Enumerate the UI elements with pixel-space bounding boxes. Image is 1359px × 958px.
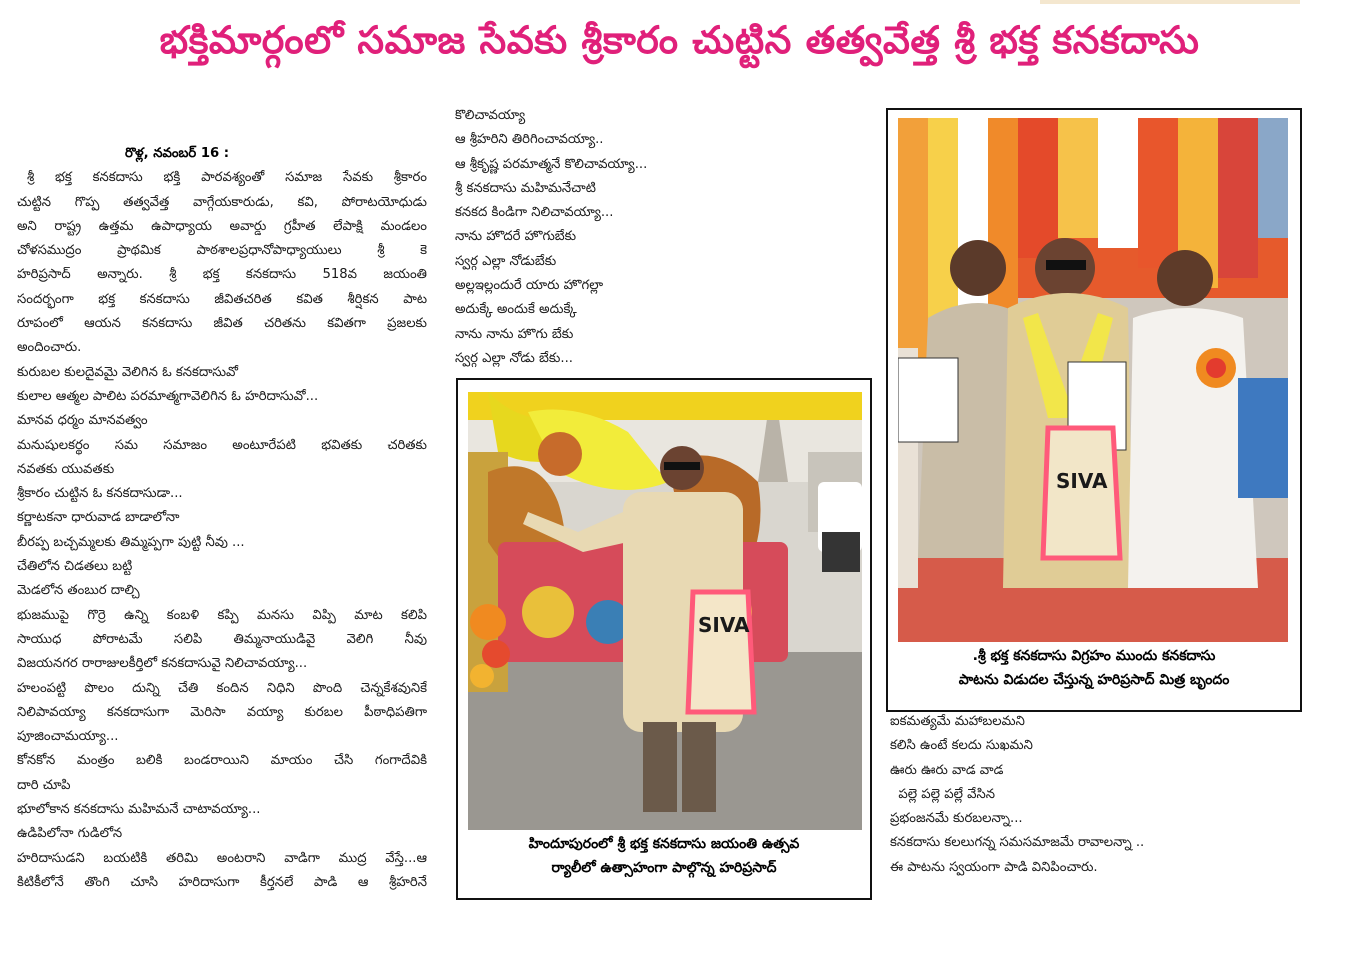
rally-photo-caption [462, 832, 866, 880]
poem-line: కలిసి ఉంటే కలదు సుఖమని [890, 738, 1033, 754]
poem-line: పల్లె పల్లె పల్లే వేసిన [890, 786, 996, 802]
article-line: అని రాష్ట్ర ఉత్తమ ఉపాధ్యాయ అవార్డు గ్రహీత లేపాక్షి మండలం [17, 218, 427, 234]
poem-line: ఆ శ్రీహరిని తిరిగించావయ్యా.. [455, 132, 604, 148]
poem-line: పూజించామయ్యా... [17, 729, 119, 745]
poem-line: దారి చూపి [17, 777, 71, 793]
article-line: చోళసముద్రం ప్రాథమిక పాఠశాలప్రధానోపాధ్యాయులు శ్రీ కె [17, 243, 427, 259]
article-column-3 [890, 710, 1290, 880]
poem-line: నాను హొదరే హొగుబేకు [455, 229, 577, 245]
poem-line: కర్ణాటకనా ధారువాడ బాడాలోనా [17, 510, 180, 526]
poem-line: ఆ శ్రీకృష్ణ పరమాత్మనే కొలిచావయ్యా... [455, 156, 648, 172]
poem-line: స్వర్గ ఎల్లా నోడుబేకు [455, 253, 557, 269]
article-line: చుట్టిన గొప్ప తత్వవేత్త వాగ్గేయకారుడు, కవి, పోరాటయోధుడు [17, 194, 427, 210]
photo-box-group [886, 108, 1302, 712]
poem-line: మనుషులకర్థం సమ సమాజం అంటూరేపటి భవితకు చరితకు [17, 437, 427, 453]
poem-line: ఐకమత్యమే మహాబలమని [890, 714, 1025, 729]
caption-line: హిందూపురంలో శ్రీ భక్త కనకదాసు జయంతి ఉత్సవ [528, 836, 800, 852]
dateline: రొళ్ల, నవంబర్ 16 : [125, 146, 230, 161]
caption-line: పాటను విడుదల చేస్తున్న హరిప్రసాద్ మిత్ర బృందం [958, 672, 1230, 688]
poem-line: నాను నాను హొగు బేకు [455, 326, 574, 342]
page-headline: భక్తిమార్గంలో సమాజ సేవకు శ్రీకారం చుట్టిన తత్వవేత్త శ్రీ భక్త కనకదాసు [159, 18, 1200, 62]
article-column-2 [455, 104, 855, 371]
article-line: హరిప్రసాద్ అన్నారు. శ్రీ భక్త కనకదాసు 518వ జయంతి [17, 267, 427, 283]
rally-photo [468, 392, 862, 830]
poem-line: చేతిలోన చిడతలు బట్టి [17, 559, 133, 575]
rally-bag-logo: SIVA [698, 613, 750, 637]
poem-line: భూలోకాన కనకదాసు మహిమనే చాటావయ్యా... [17, 802, 261, 818]
poem-line: కోనకోన మంత్రం బలికి బండరాయిని మాయం చేసి గంగాదేవికి [17, 753, 427, 769]
poem-line: కనకదాసు కలలుగన్న సమసమాజమే రావాలన్నా .. [890, 835, 1145, 851]
poem-line: హరిదాసుడని బయటికి తరిమి అంటరాని వాడిగా ముద్ర వేస్తే...ఆ [17, 850, 427, 866]
poem-line: ఊరు ఊరు వాడ వాడ [890, 762, 1004, 778]
poem-line: స్వర్గ ఎల్లా నోడు బేకు... [455, 350, 573, 366]
article-line: రూపంలో ఆయన కనకదాసు జీవిత చరితను కవితగా ప్రజలకు [17, 316, 427, 332]
caption-line: ర్యాలీలో ఉత్సాహంగా పాల్గొన్న హరిప్రసాద్ [551, 860, 777, 876]
poem-line: కులాల ఆత్మల పాలిట పరమాత్మగావెలిగిన ఓ హరిదాసువో... [17, 388, 319, 404]
top-accent-strip [1040, 0, 1300, 4]
poem-line: సాయుధ పోరాటమే సలిపి తిమ్మనాయుడివై వెలిగి నీవు [17, 631, 427, 647]
article-column-1 [17, 142, 427, 895]
poem-line: కిటికీలోనే తొంగి చూసి హరిదాసుగా కీర్తనలే పాడి ఆ శ్రీహరినే [17, 874, 427, 890]
article-line: అందించారు. [17, 340, 82, 356]
poem-line: శ్రీకారం చుట్టిన ఓ కనకదాసుడా... [17, 486, 183, 502]
group-photo-caption [892, 644, 1296, 692]
caption-line: .శ్రీ భక్త కనకదాసు విగ్రహం ముందు కనకదాసు [972, 648, 1216, 664]
poem-line: కనకద కిండిగా నిలిచావయ్యా... [455, 205, 614, 221]
poem-line: ప్రభంజనమే కురబలన్నా... [890, 811, 1023, 827]
poem-line: మెడలోన తంబుర దాల్చి [17, 583, 140, 599]
poem-line: విజయనగర రారాజులకీర్తిలో కనకదాసువై నిలిచావయ్యా... [17, 656, 308, 672]
poem-line: కొలిచావయ్యా [455, 108, 526, 123]
poem-line: నవతకు యువతకు [17, 461, 115, 477]
poem-line: శ్రీ కనకదాసు మహిమనేచాటి [455, 180, 596, 196]
article-line: శ్రీ భక్త కనకదాసు భక్తి పారవశ్యంతో సమాజ సేవకు శ్రీకారం [27, 170, 427, 186]
group-bag-logo: SIVA [1056, 469, 1108, 493]
poem-line: భుజముపై గొర్రె ఉన్ని కంబళి కప్పి మనసు విప్పి మాట కలిపి [17, 607, 427, 623]
poem-line: మానవ ధర్మం మానవత్వం [17, 413, 148, 429]
poem-line: ఈ పాటను స్వయంగా పాడి వినిపించారు. [890, 859, 1098, 875]
poem-line: హలంపట్టి పొలం దున్ని చేతి కందిన నిధిని పొంది చెన్నకేశవునికే [17, 680, 427, 696]
group-photo [898, 118, 1288, 642]
poem-line: అల్లఇల్లందురే యారు హొగల్లా [455, 278, 604, 294]
poem-line: ఉడిపిలోనా గుడిలోన [17, 826, 123, 842]
article-line: సందర్భంగా భక్త కనకదాసు జీవితచరిత కవిత శీర్షికన పాట [17, 291, 427, 307]
poem-line: కురుబల కులదైవమై వెలిగిన ఓ కనకదాసువో [17, 364, 239, 380]
poem-line: అదుక్కే అందుకే అదుక్కే [455, 302, 577, 318]
poem-line: బీరప్ప బచ్చమ్మలకు తిమ్మప్పగా పుట్టి నీవు ... [17, 534, 245, 550]
poem-line: నిలిపావయ్యా కనకదాసుగా మెరిసా వయ్యా కురబల పీఠాధిపతిగా [17, 704, 427, 720]
photo-box-rally [456, 378, 872, 900]
